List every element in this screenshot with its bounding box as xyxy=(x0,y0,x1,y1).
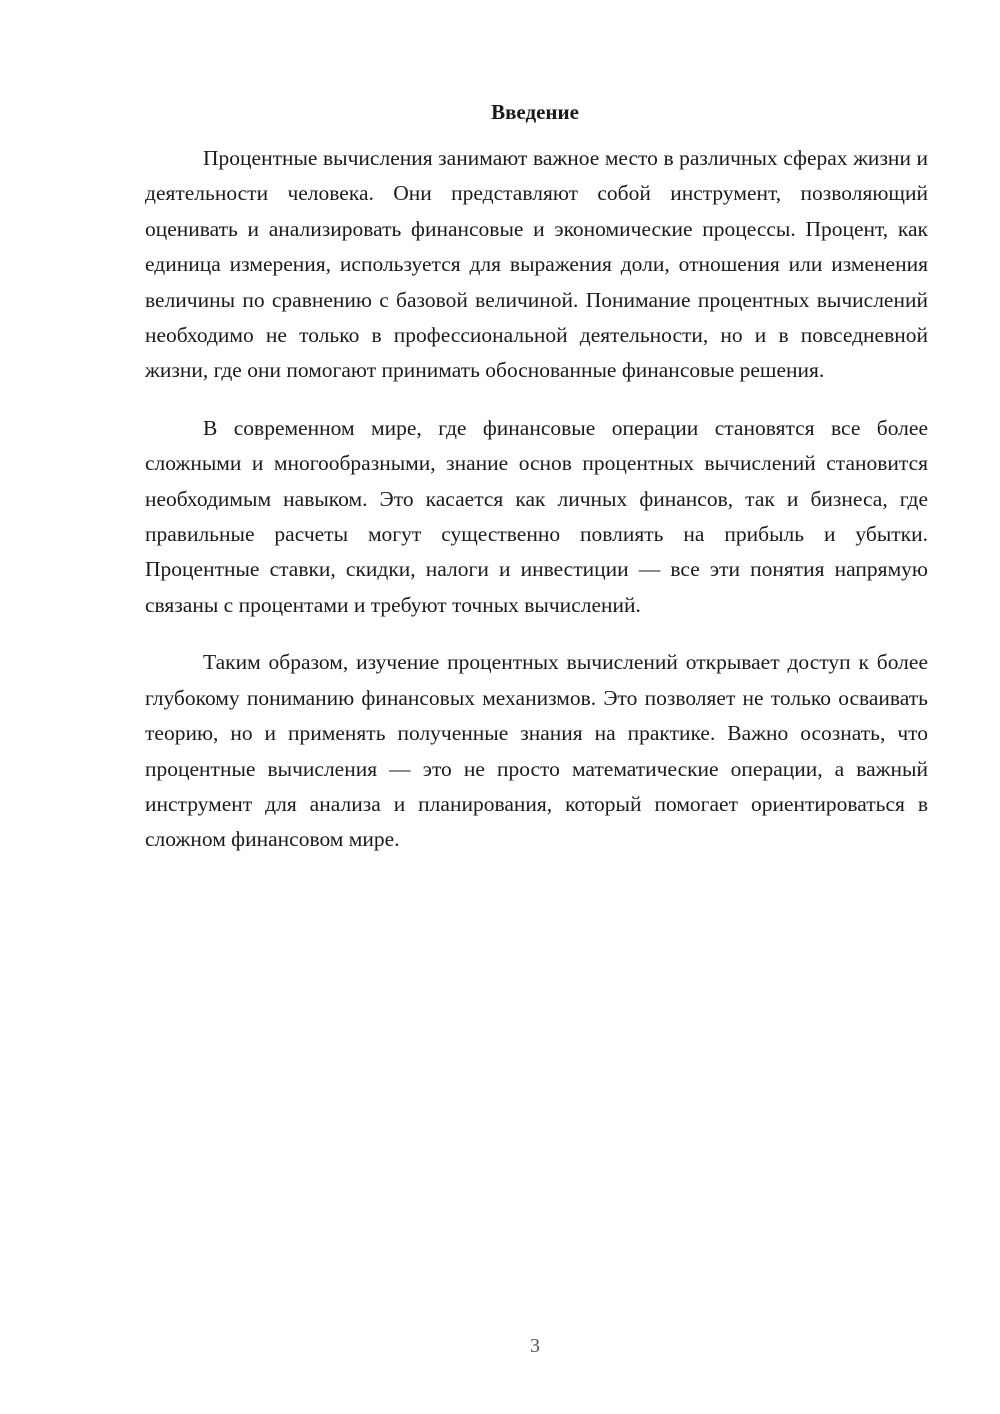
paragraph-1: Процентные вычисления занимают важное место в различных сферах жизни и деятельности человека. Они представляют собой инструмент, позволяющий оценивать и анализировать финансовые и экономические процессы. Процент, как единица измерения, используется для выражения доли, отношения или изменения величины по сравнению с базовой величиной. Понимание процентных вычислений необходимо не только в профессиональной деятельности, но и в повседневной жизни, где они помогают принимать обоснованные финансовые решения. xyxy=(145,146,928,383)
page-number: 3 xyxy=(530,1335,540,1357)
paragraph-2: В современном мире, где финансовые операции становятся все более сложными и многообразными, знание основ процентных вычислений становится необходимым навыком. Это касается как личных финансов, так и бизнеса, где правильные расчеты могут существенно повлиять на прибыль и убытки. Процентные ставки, скидки, налоги и инвестиции — все эти понятия напрямую связаны с процентами и требуют точных вычислений. xyxy=(145,415,928,617)
body-text xyxy=(145,141,928,880)
section-heading: Введение xyxy=(491,100,579,124)
paragraph-3: Таким образом, изучение процентных вычислений открывает доступ к более глубокому пониманию финансовых механизмов. Это позволяет не только осваивать теорию, но и применять полученные знания на практике. Важно осознать, что процентные вычисления — это не просто математические операции, а важный инструмент для анализа и планирования, который помогает ориентироваться в сложном финансовом мире. xyxy=(145,650,928,852)
